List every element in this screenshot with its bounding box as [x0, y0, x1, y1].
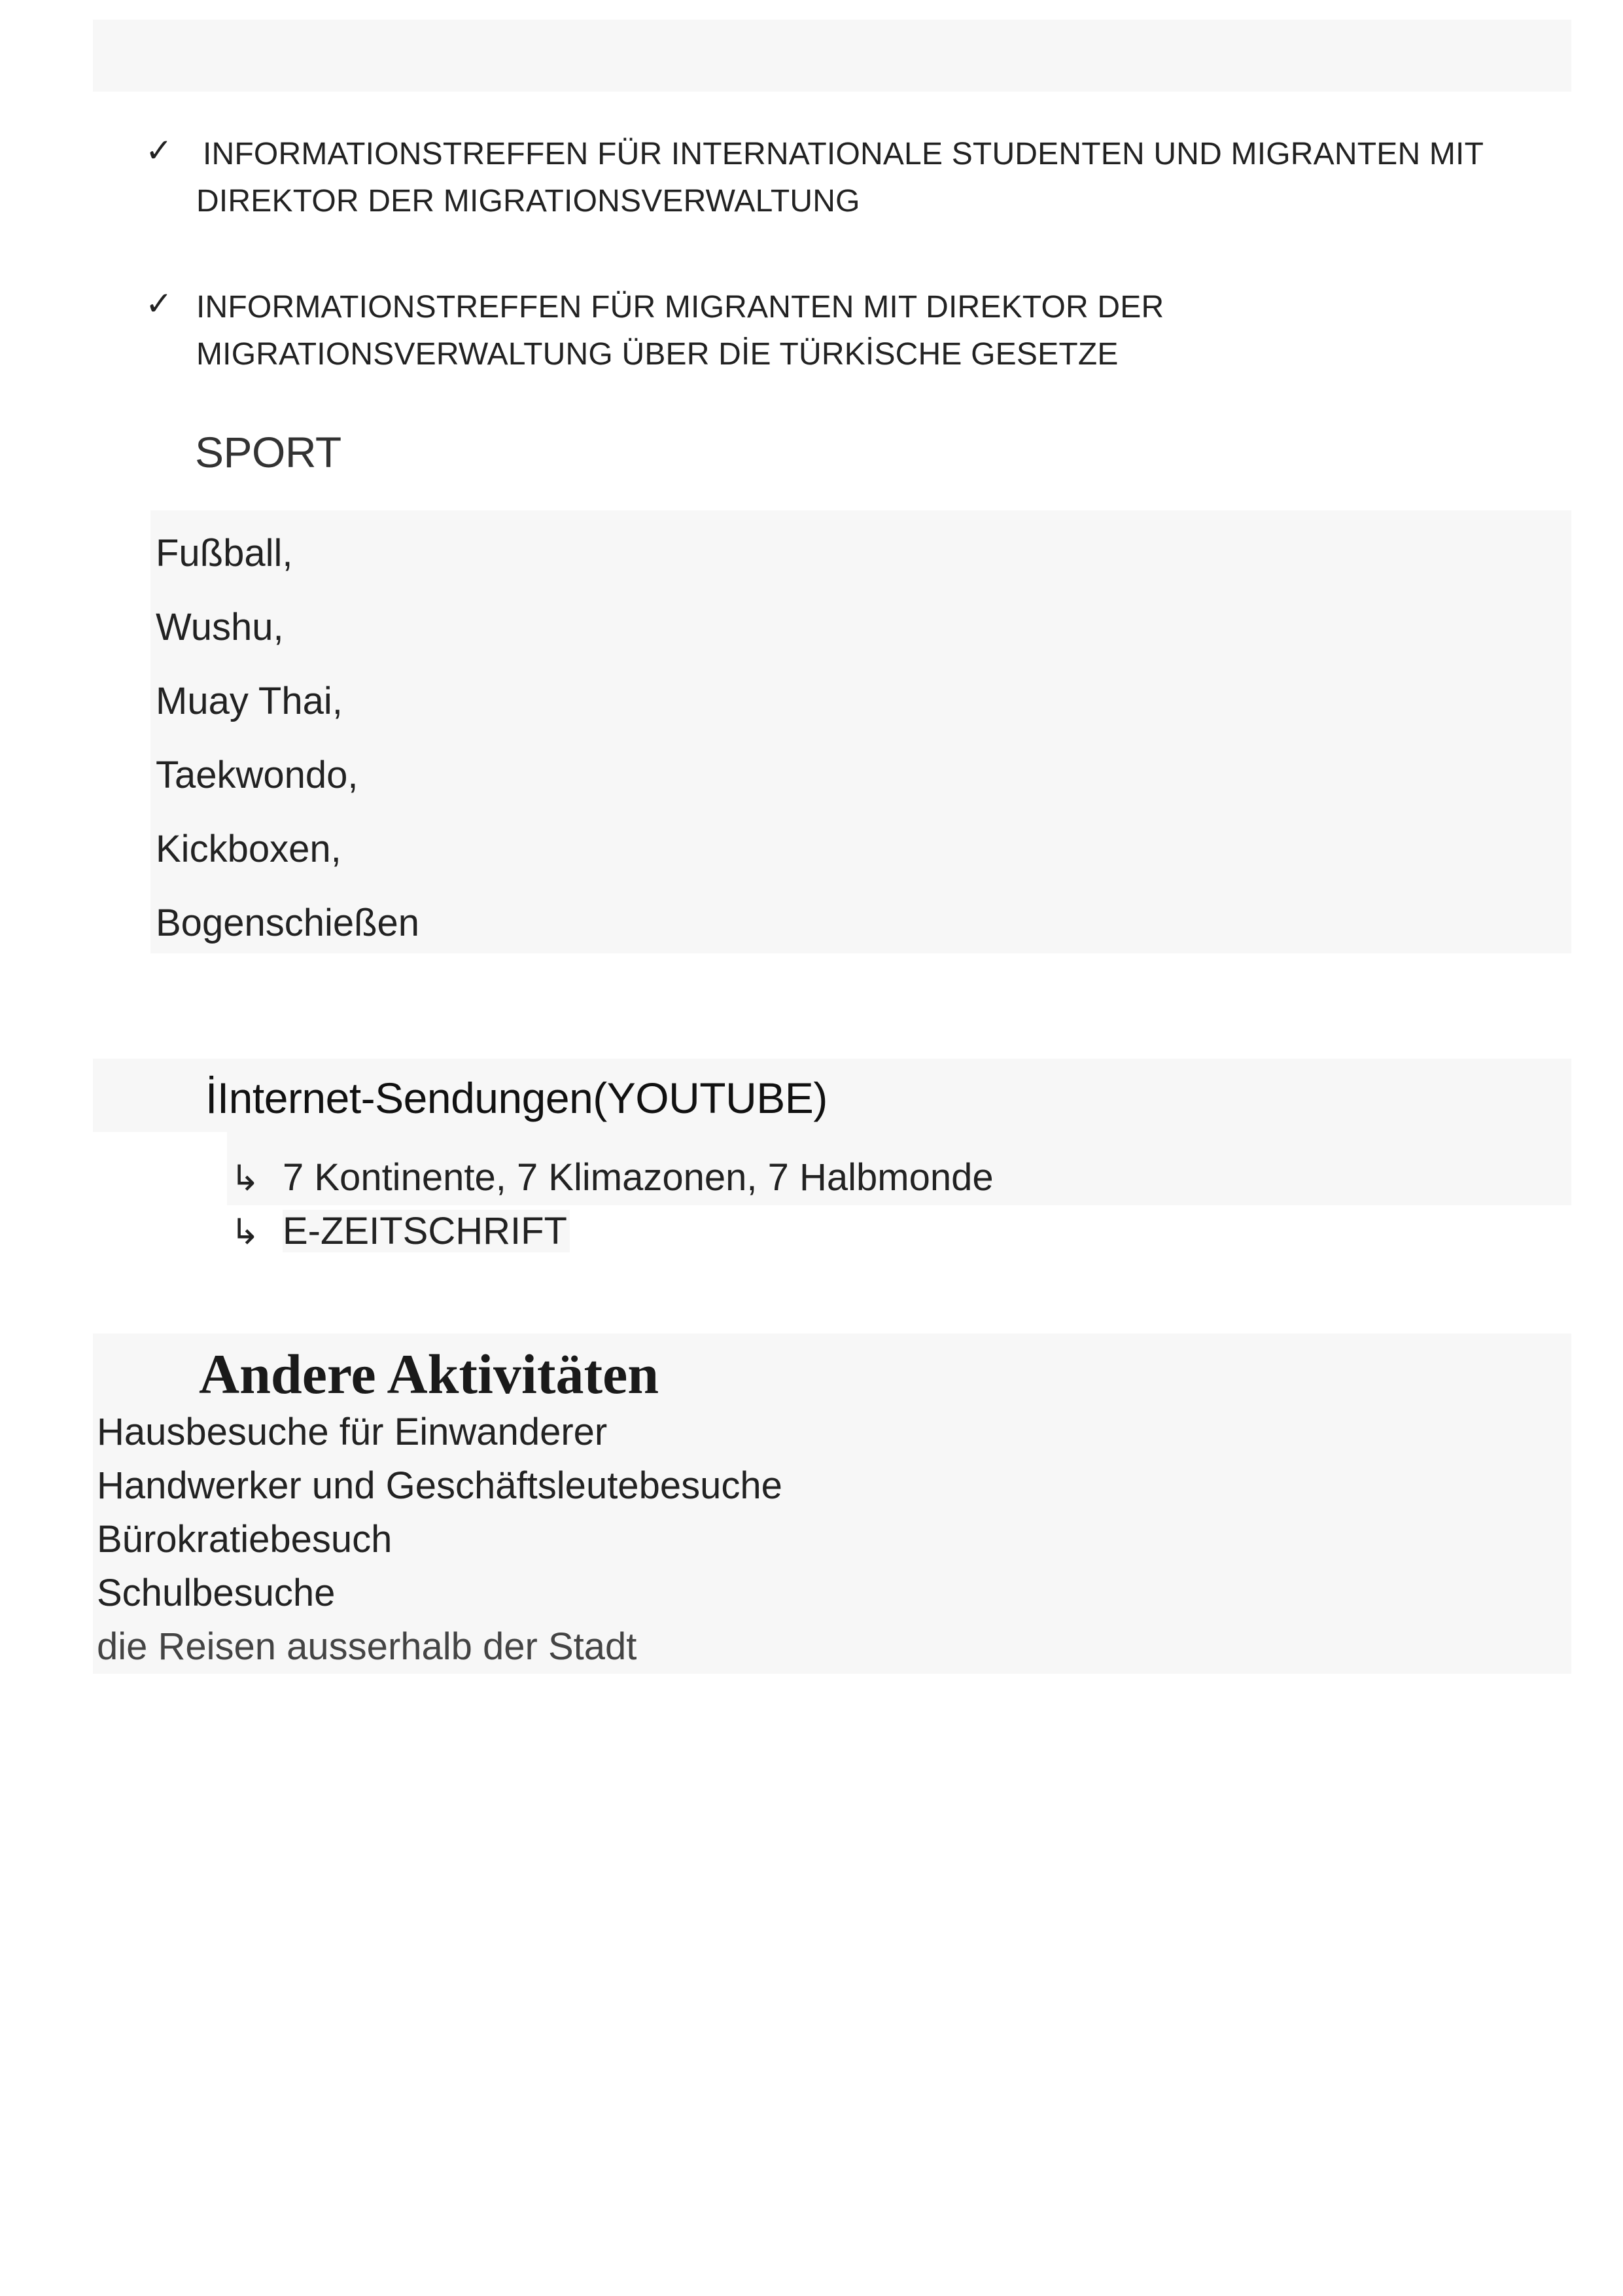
list-item: Kickboxen, — [156, 828, 341, 870]
internet-item-label: E-ZEITSCHRIFT — [283, 1210, 570, 1252]
sport-list — [156, 527, 419, 971]
arrow-down-right-icon: ↳ — [230, 1157, 260, 1199]
other-activities-list — [97, 1405, 782, 1674]
info-item — [145, 284, 1506, 378]
list-item: die Reisen ausserhalb der Stadt — [97, 1625, 637, 1668]
other-activities-heading: Andere Aktivitäten — [199, 1343, 659, 1405]
info-item — [145, 131, 1506, 225]
internet-item — [230, 1205, 570, 1258]
top-shaded-band — [93, 20, 1571, 92]
list-item: Schulbesuche — [97, 1572, 336, 1614]
checkmark-icon: ✓ — [145, 285, 173, 323]
info-item-line: DIREKTOR DER MIGRATIONSVERWALTUNG — [196, 184, 860, 219]
internet-heading: İInternet-Sendungen(YOUTUBE) — [205, 1074, 828, 1122]
info-item-line: INFORMATIONSTREFFEN FÜR INTERNATIONALE STUDENTEN UND MIGRANTEN MIT — [203, 137, 1484, 171]
list-item: Muay Thai, — [156, 680, 343, 722]
sport-heading: SPORT — [195, 428, 341, 476]
list-item: Taekwondo, — [156, 754, 358, 796]
list-item: Wushu, — [156, 606, 284, 648]
list-item: Hausbesuche für Einwanderer — [97, 1411, 608, 1453]
list-item: Bogenschießen — [156, 902, 420, 944]
list-item: Fußball, — [156, 532, 293, 574]
info-item-line: MIGRATIONSVERWALTUNG ÜBER DİE TÜRKİSCHE GESETZE — [196, 337, 1119, 372]
internet-item-label: 7 Kontinente, 7 Klimazonen, 7 Halbmonde — [283, 1156, 994, 1199]
internet-item — [230, 1152, 996, 1204]
list-item: Bürokratiebesuch — [97, 1518, 393, 1561]
info-item-line: INFORMATIONSTREFFEN FÜR MIGRANTEN MIT DIREKTOR DER — [196, 290, 1164, 325]
list-item: Handwerker und Geschäftsleutebesuche — [97, 1464, 782, 1507]
checkmark-icon: ✓ — [145, 132, 173, 169]
arrow-down-right-icon: ↳ — [230, 1211, 260, 1252]
